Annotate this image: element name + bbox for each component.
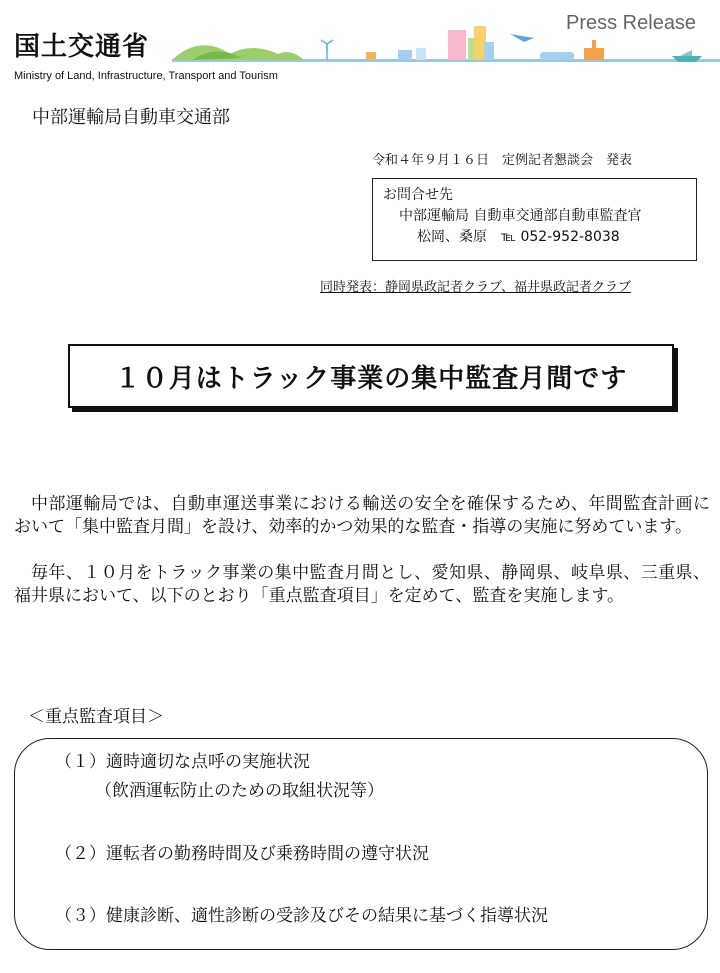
priority-items-heading: ＜重点監査項目＞ — [28, 707, 164, 727]
tower-pink-icon — [448, 30, 466, 60]
contact-persons-phone: 松岡、桑原 ℡ 052-952-8038 — [417, 229, 620, 245]
priority-items-box — [14, 738, 708, 950]
announcement-date: 令和４年９月１６日 定例記者懇談会 発表 — [372, 153, 633, 168]
page-title: １０月はトラック事業の集中監査月間です — [114, 363, 628, 394]
priority-item-2: （２）運転者の勤務時間及び乗務時間の遵守状況 — [55, 844, 429, 864]
wind-turbine-icon — [321, 40, 333, 60]
title-box — [68, 344, 674, 408]
press-release-label: Press Release — [566, 12, 697, 34]
contact-office: 中部運輸局 自動車交通部自動車監査官 — [399, 208, 642, 224]
airplane-icon — [510, 34, 534, 42]
contact-label: お問合せ先 — [383, 187, 453, 203]
ministry-english-name: Ministry of Land, Infrastructure, Transport and Tourism — [14, 70, 278, 82]
priority-item-1-note: （飲酒運転防止のための取組状況等） — [95, 781, 384, 801]
tower-blue-icon — [484, 42, 494, 60]
contact-box — [372, 178, 697, 261]
train-icon — [540, 52, 574, 60]
header-cityscape-banner — [172, 24, 720, 72]
body-paragraph-1: 中部運輸局では、自動車運送事業における輸送の安全を確保するため、年間監査計画において「集中監査月間」を設け、効率的かつ効果的な監査・指導の実施に努めています。 — [14, 494, 710, 537]
ministry-logo-text: 国土交通省 — [14, 32, 150, 62]
simultaneous-release: 同時発表：静岡県政記者クラブ、福井県政記者クラブ — [320, 280, 631, 295]
building-icon — [416, 48, 426, 60]
priority-item-3: （３）健康診断、適性診断の受診及びその結果に基づく指導状況 — [55, 906, 548, 926]
house-icon — [366, 52, 376, 60]
bureau-name: 中部運輸局自動車交通部 — [32, 107, 230, 128]
building-icon — [398, 50, 412, 60]
factory-icon — [584, 40, 604, 60]
ship-sail — [680, 50, 692, 56]
priority-item-1: （１）適時適切な点呼の実施状況 — [55, 752, 310, 772]
body-paragraph-2: 毎年、１０月をトラック事業の集中監査月間とし、愛知県、静岡県、岐阜県、三重県、福井県において、以下のとおり「重点監査項目」を定めて、監査を実施します。 — [14, 563, 710, 606]
